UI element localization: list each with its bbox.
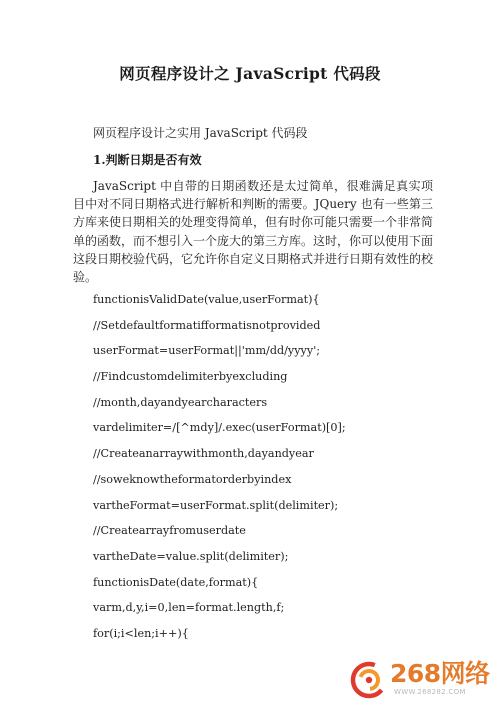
code-line: vartheDate=value.split(delimiter);: [93, 549, 289, 563]
code-line: userFormat=userFormat||'mm/dd/yyyy';: [93, 344, 321, 358]
code-block: [93, 287, 473, 647]
section-heading: 1.判断日期是否有效: [93, 153, 202, 167]
code-line: //Setdefaultformatifformatisnotprovided: [93, 318, 321, 332]
code-line: //Createarrayfromuserdate: [93, 524, 246, 538]
watermark: [350, 659, 492, 701]
code-line: varm,d,y,i=0,len=format.length,f;: [93, 601, 285, 615]
code-line: vardelimiter=/[^mdy]/.exec(userFormat)[0];: [93, 421, 346, 435]
268-logo-icon: [350, 661, 388, 699]
code-line: functionisValidDate(value,userFormat){: [93, 293, 320, 306]
code-line: //Findcustomdelimiterbyexcluding: [93, 370, 288, 384]
body-paragraph: JavaScript 中自带的日期函数还是太过简单，很难满足真实项目中对不同日期格式进行解析和判断的需要。JQuery 也有一些第三方库来使日期相关的处理变得简单，但有时你可能只需要一个非常简单的函数，而不想引入一个庞大的第三方库。这时，你可以使用下面这段日期校验代码，它允许你自定义日期格式并进行日期有效性的校验。: [73, 179, 434, 285]
code-line: for(i;i<len;i++){: [93, 626, 189, 640]
watermark-url: WWW.268282.COM: [394, 688, 466, 696]
code-line: //soweknowtheformatorderbyindex: [93, 472, 292, 486]
intro-line: 网页程序设计之实用 JavaScript 代码段: [93, 126, 308, 140]
code-line: //Createanarraywithmonth,dayandyear: [93, 447, 314, 461]
watermark-brand: 268网络: [390, 659, 490, 688]
code-line: //month,dayandyearcharacters: [93, 395, 268, 409]
code-line: functionisDate(date,format){: [93, 575, 259, 589]
code-line: vartheFormat=userFormat.split(delimiter);: [93, 498, 339, 512]
document-title: 网页程序设计之 JavaScript 代码段: [119, 64, 381, 83]
